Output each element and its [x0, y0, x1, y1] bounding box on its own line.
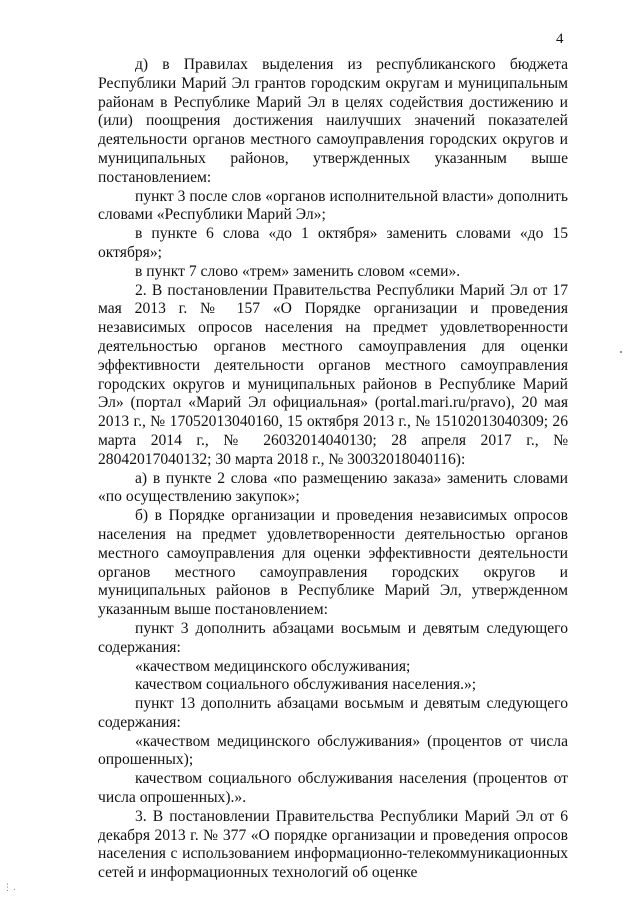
- paragraph-point-7: в пункт 7 слово «трем» заменить словом «семи».: [135, 262, 461, 280]
- paragraph-d-rules: д) в Правилах выделения из республиканского бюджета Республики Марий Эл грантов городским округам и муниципальным районам в Республике Марий Эл в целях содействия достижению и (или) поощрения достижения наилучших значений показателей деятельности органов местного самоуправления городских округов и муниципальных районов, утвержденных указанным выше постановлением:: [98, 56, 568, 186]
- paragraph-quote-medical: «качеством медицинского обслуживания;: [135, 657, 411, 675]
- paragraph-quote-medical-percent: «качеством медицинского обслуживания» (процентов от числа опрошенных);: [98, 732, 568, 769]
- paragraph-quote-social-percent: качеством социального обслуживания населения (процентов от числа опрошенных).».: [98, 770, 568, 807]
- paragraph-point-3-add: пункт 3 дополнить абзацами восьмым и девятым следующего содержания:: [98, 619, 568, 656]
- paragraph-quote-social: качеством социального обслуживания населения.»;: [135, 676, 477, 694]
- paragraph-section-3: 3. В постановлении Правительства Республики Марий Эл от 6 декабря 2013 г. № 377 «О порядке организации и проведения опросов населения с использованием информационно-телекоммуникационных сетей и информационных технологий об оценке: [98, 807, 568, 882]
- paragraph-point-3: пункт 3 после слов «органов исполнительной власти» дополнить словами «Республики Марий Эл»;: [98, 187, 568, 224]
- paragraph-section-2: 2. В постановлении Правительства Республики Марий Эл от 17 мая 2013 г. № 157 «О Порядке организации и проведения независимых опросов населения на предмет удовлетворенности деятельностью органов местного самоуправления для оценки эффективности деятельности органов местного самоуправления городских округов и муниципальных районов в Республике Марий Эл» (портал «Марий Эл официальная» (portal.mari.ru/pravo), 20 мая 2013 г., № 17052013040160, 15 октября 2013 г., № 15102013040309; 26 марта 2014 г., № 26032014040130; 28 апреля 2017 г., № 28042017040132; 30 марта 2018 г., № 30032018040116):: [98, 281, 568, 468]
- paragraph-point-6: в пункте 6 слова «до 1 октября» заменить словами «до 15 октября»;: [98, 225, 568, 261]
- document-body: [98, 56, 568, 883]
- paragraph-b: б) в Порядке организации и проведения независимых опросов населения на предмет удовлетворенности деятельностью органов местного самоуправления для оценки эффективности деятельности органов местного самоуправления городских округов и муниципальных районов в Республике Марий Эл, утвержденном указанным выше постановлением:: [98, 507, 568, 619]
- paragraph-a: а) в пункте 2 слова «по размещению заказа» заменить словами «по осуществлению закупок»;: [98, 469, 568, 506]
- scan-corner-mark: ⋮.: [3, 883, 17, 893]
- paragraph-point-13-add: пункт 13 дополнить абзацами восьмым и девятым следующего содержания:: [98, 695, 568, 731]
- page-number: 4: [556, 31, 564, 47]
- scan-speck: [620, 351, 622, 353]
